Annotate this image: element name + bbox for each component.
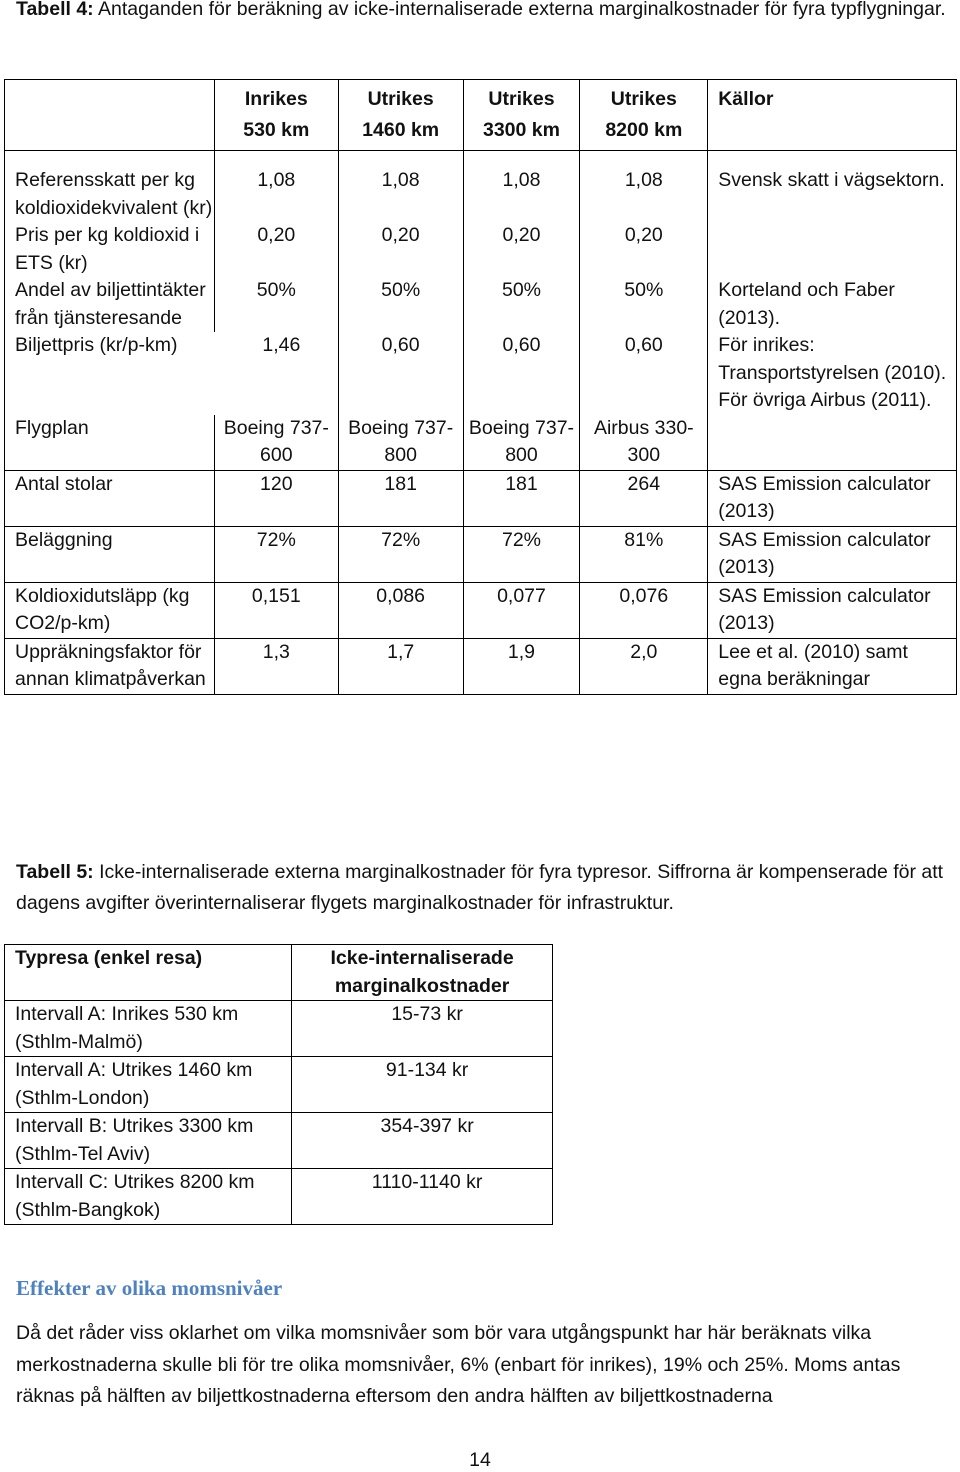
- cost-value: 91-134 kr: [292, 1057, 553, 1113]
- table4-caption-label: Tabell 4:: [16, 0, 94, 20]
- cell-value: 1,08: [338, 151, 463, 223]
- cell-value: 1,9: [463, 638, 580, 694]
- cell-value: 120: [214, 470, 338, 526]
- cell-value: 50%: [338, 277, 463, 332]
- cell-value: 1,08: [580, 151, 708, 223]
- cell-value: 1,08: [214, 151, 338, 223]
- trip-label: Intervall C: Utrikes 8200 km (Sthlm-Bangkok): [5, 1169, 292, 1225]
- table-row: [5, 415, 957, 471]
- table4-header-empty: [5, 80, 215, 151]
- table4-header-sources: Källor: [708, 80, 957, 151]
- row-label: Koldioxidutsläpp (kg CO2/p-km): [5, 582, 215, 638]
- table-row: [5, 277, 957, 332]
- cell-value: 1,46: [262, 334, 301, 356]
- row-label-wide: [5, 332, 339, 415]
- section-heading: Effekter av olika momsnivåer: [16, 1276, 283, 1300]
- table-row: [5, 582, 957, 638]
- row-label: Uppräkningsfaktor för annan klimatpåverkan: [5, 638, 215, 694]
- cell-value: Airbus 330-300: [580, 415, 708, 471]
- row-label: Beläggning: [5, 526, 215, 582]
- table-row: [5, 1113, 553, 1169]
- cell-value: 0,20: [214, 222, 338, 277]
- cell-value: Boeing 737-600: [214, 415, 338, 471]
- cell-value: 181: [463, 470, 580, 526]
- table4-header-col3: Utrikes 3300 km: [463, 80, 580, 151]
- row-label: Antal stolar: [5, 470, 215, 526]
- cell-value: 0,076: [580, 582, 708, 638]
- cell-value: Boeing 737-800: [338, 415, 463, 471]
- row-label: Referensskatt per kg koldioxidekvivalent (kr): [5, 151, 215, 223]
- cell-value: 50%: [214, 277, 338, 332]
- cell-value: 2,0: [580, 638, 708, 694]
- table5: [4, 944, 553, 1225]
- table-row: [5, 470, 957, 526]
- cell-value: 72%: [463, 526, 580, 582]
- table-row: [5, 1169, 553, 1225]
- cell-value: 1,08: [463, 151, 580, 223]
- cell-value: 0,60: [463, 332, 580, 415]
- table-row: [5, 638, 957, 694]
- table4: [4, 79, 957, 695]
- table-row: [5, 1001, 553, 1057]
- cell-value: 264: [580, 470, 708, 526]
- cell-source: [708, 415, 957, 471]
- table5-header-col1: Typresa (enkel resa): [5, 945, 292, 1001]
- table5-caption-label: Tabell 5:: [16, 861, 94, 883]
- cell-value: 1,3: [214, 638, 338, 694]
- cost-value: 354-397 kr: [292, 1113, 553, 1169]
- cell-value: 0,151: [214, 582, 338, 638]
- table5-caption-text: Icke-internaliserade externa marginalkostnader för fyra typresor. Siffrorna är kompenserade för att dagens avgifter överinternaliserar flygets marginalkostnader för infrastruktur.: [16, 861, 944, 914]
- table5-caption: [16, 857, 946, 919]
- row-label: Pris per kg koldioxid i ETS (kr): [5, 222, 215, 277]
- cell-value: 0,20: [580, 222, 708, 277]
- cell-value: 0,086: [338, 582, 463, 638]
- cell-value: 0,60: [580, 332, 708, 415]
- cell-value: 0,20: [338, 222, 463, 277]
- table4-header-col2: Utrikes 1460 km: [338, 80, 463, 151]
- trip-label: Intervall A: Utrikes 1460 km (Sthlm-London): [5, 1057, 292, 1113]
- cell-source: Lee et al. (2010) samt egna beräkningar: [708, 638, 957, 694]
- table-row: [5, 151, 957, 223]
- table4-caption: [16, 0, 946, 25]
- cell-value: Boeing 737-800: [463, 415, 580, 471]
- table-row: [5, 332, 957, 415]
- row-label: Andel av biljettintäkter från tjänsteresande: [5, 277, 215, 332]
- cell-value: 0,60: [338, 332, 463, 415]
- trip-label: Intervall B: Utrikes 3300 km (Sthlm-Tel Aviv): [5, 1113, 292, 1169]
- cell-source: För inrikes: Transportstyrelsen (2010). För övriga Airbus (2011).: [708, 332, 957, 415]
- cell-value: 1,7: [338, 638, 463, 694]
- cell-source: SAS Emission calculator (2013): [708, 526, 957, 582]
- cost-value: 1110-1140 kr: [292, 1169, 553, 1225]
- cell-value: 50%: [463, 277, 580, 332]
- table4-header-row: [5, 80, 957, 151]
- row-label: Flygplan: [5, 415, 215, 471]
- cell-value: 72%: [338, 526, 463, 582]
- table4-caption-text: Antaganden för beräkning av icke-internaliserade externa marginalkostnader för fyra typflygningar.: [93, 0, 946, 20]
- cell-value: 81%: [580, 526, 708, 582]
- cell-source: Korteland och Faber (2013).: [708, 277, 957, 332]
- trip-label: Intervall A: Inrikes 530 km (Sthlm-Malmö): [5, 1001, 292, 1057]
- table4-header-col1: Inrikes 530 km: [214, 80, 338, 151]
- cell-source: Svensk skatt i vägsektorn.: [708, 151, 957, 223]
- table5-header-row: [5, 945, 553, 1001]
- cell-source: SAS Emission calculator (2013): [708, 470, 957, 526]
- table-row: [5, 1057, 553, 1113]
- cell-source: SAS Emission calculator (2013): [708, 582, 957, 638]
- cell-value: 0,20: [463, 222, 580, 277]
- table5-header-col2: Icke-internaliserade marginalkostnader: [292, 945, 553, 1001]
- cost-value: 15-73 kr: [292, 1001, 553, 1057]
- table-row: [5, 222, 957, 277]
- row-label: Biljettpris (kr/p-km): [15, 334, 178, 356]
- cell-value: 50%: [580, 277, 708, 332]
- section-paragraph: Då det råder viss oklarhet om vilka momsnivåer som bör vara utgångspunkt har här beräknats vilka merkostnaderna skulle bli för tre olika momsnivåer, 6% (enbart för inrikes), 19% och 25%. Moms antas räknas på hälften av biljettkostnaderna eftersom den andra hälften av biljettkostnaderna: [16, 1322, 901, 1407]
- page-number: 14: [469, 1449, 491, 1471]
- table4-header-col4: Utrikes 8200 km: [580, 80, 708, 151]
- cell-value: 0,077: [463, 582, 580, 638]
- cell-value: 72%: [214, 526, 338, 582]
- table-row: [5, 526, 957, 582]
- cell-source: [708, 222, 957, 277]
- cell-value: 181: [338, 470, 463, 526]
